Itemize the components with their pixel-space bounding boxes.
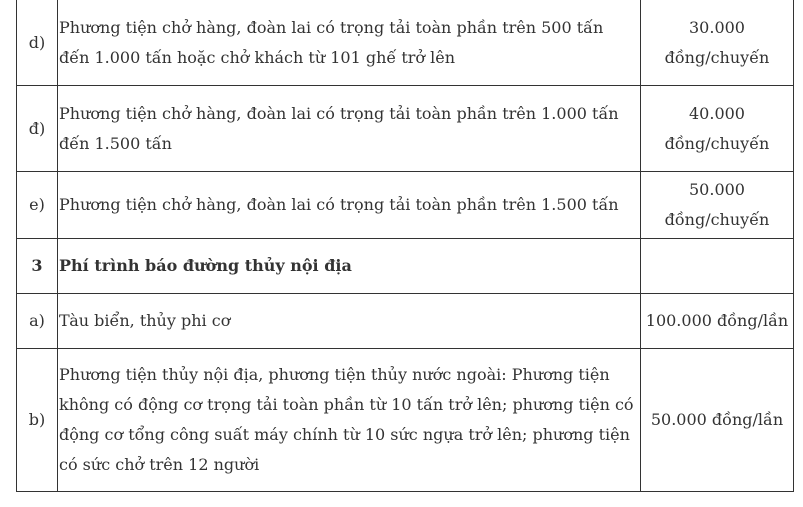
table-row: [17, 0, 794, 86]
table-row: [17, 294, 794, 349]
row-description: Tàu biển, thủy phi cơ: [58, 294, 641, 349]
row-index: đ): [17, 86, 58, 172]
row-description: Phương tiện thủy nội địa, phương tiện thủy nước ngoài: Phương tiện không có động cơ trọng tải toàn phần từ 10 tấn trở lên; phương tiện có động cơ tổng công suất máy chính từ 10 sức ngựa trở lên; phương tiện có sức chở trên 12 người: [58, 349, 641, 492]
row-index: e): [17, 172, 58, 239]
section-index: 3: [17, 239, 58, 294]
row-description: Phương tiện chở hàng, đoàn lai có trọng tải toàn phần trên 1.000 tấn đến 1.500 tấn: [58, 86, 641, 172]
section-title: Phí trình báo đường thủy nội địa: [58, 239, 641, 294]
fee-table: [16, 0, 794, 492]
row-description: Phương tiện chở hàng, đoàn lai có trọng tải toàn phần trên 500 tấn đến 1.000 tấn hoặc chở khách từ 101 ghế trở lên: [58, 0, 641, 86]
table-row: [17, 172, 794, 239]
section-row: [17, 239, 794, 294]
row-description: Phương tiện chở hàng, đoàn lai có trọng tải toàn phần trên 1.500 tấn: [58, 172, 641, 239]
row-index: b): [17, 349, 58, 492]
row-fee: [641, 239, 794, 294]
row-fee: 100.000 đồng/lần: [641, 294, 794, 349]
row-fee: 30.000 đồng/chuyến: [641, 0, 794, 86]
row-fee: 50.000 đồng/lần: [641, 349, 794, 492]
table-row: [17, 349, 794, 492]
row-index: d): [17, 0, 58, 86]
row-fee: 40.000 đồng/chuyến: [641, 86, 794, 172]
row-fee: 50.000 đồng/chuyến: [641, 172, 794, 239]
row-index: a): [17, 294, 58, 349]
table-row: [17, 86, 794, 172]
